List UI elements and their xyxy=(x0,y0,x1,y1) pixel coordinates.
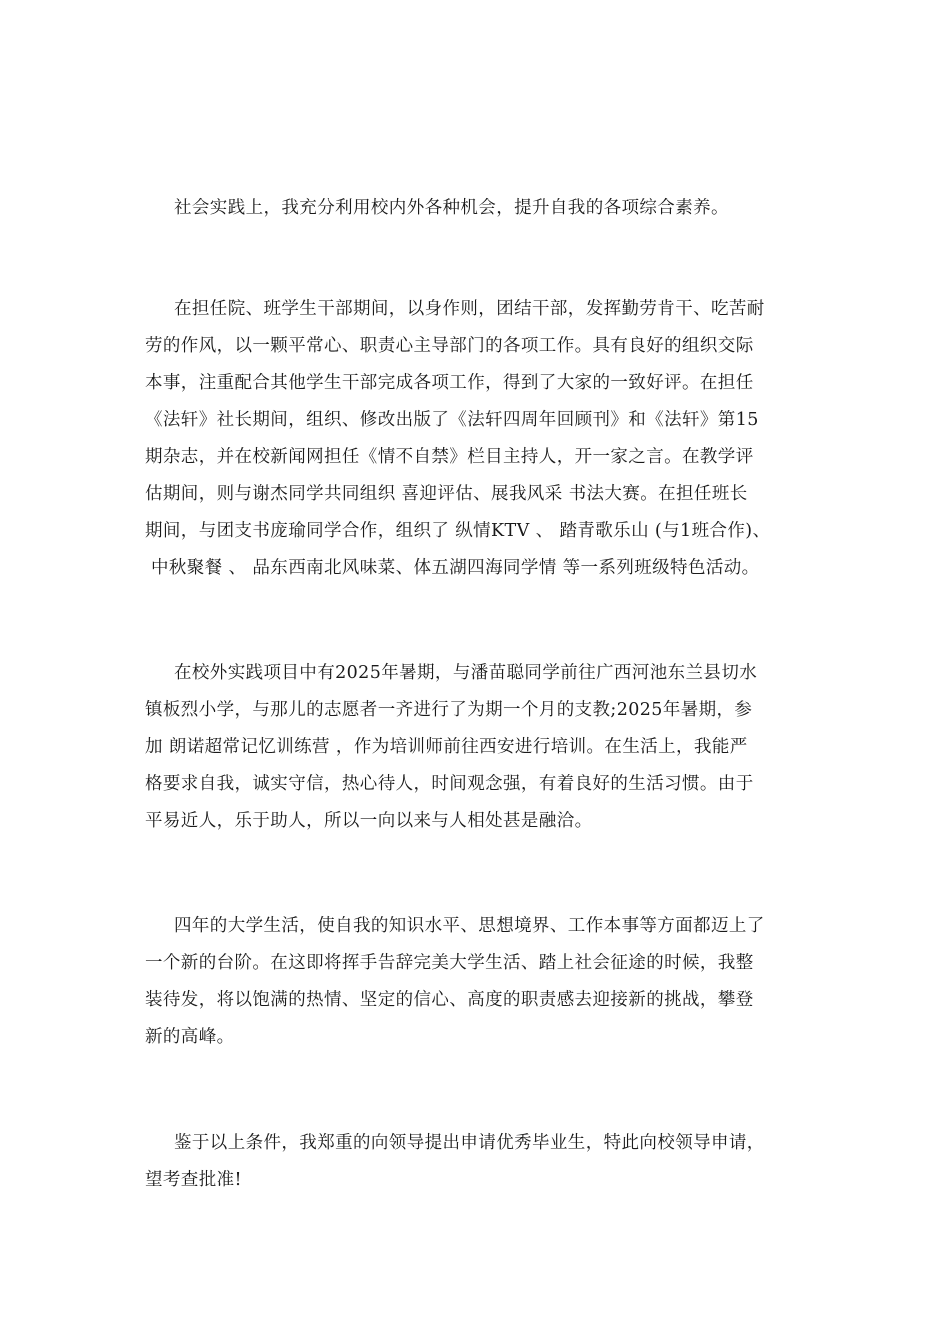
text-line: 平易近人，乐于助人，所以一向以来与人相处甚是融洽。 xyxy=(145,811,593,831)
text-line: 在担任院、班学生干部期间，以身作则，团结干部，发挥勤劳肯干、吃苦耐 xyxy=(174,299,765,319)
text-line: 加 朗诺超常记忆训练营 ，作为培训师前往西安进行培训。在生活上，我能严 xyxy=(145,737,748,757)
text-line: 新的高峰。 xyxy=(145,1027,235,1047)
paragraph-university-summary xyxy=(145,908,835,1056)
text-line: 四年的大学生活，使自我的知识水平、思想境界、工作本事等方面都迈上了 xyxy=(174,916,765,936)
paragraph-application-request xyxy=(145,1125,835,1199)
text-line: 望考查批准! xyxy=(145,1170,242,1190)
text-line: 社会实践上，我充分利用校内外各种机会，提升自我的各项综合素养。 xyxy=(174,198,729,218)
text-line: 装待发，将以饱满的热情、坚定的信心、高度的职责感去迎接新的挑战，攀登 xyxy=(145,990,754,1010)
text-line: 中秋聚餐 、 品东西南北风味菜、体五湖四海同学情 等一系列班级特色活动。 xyxy=(145,558,760,578)
text-line: 鉴于以上条件，我郑重的向领导提出申请优秀毕业生，特此向校领导申请， xyxy=(174,1133,765,1153)
text-line: 估期间，则与谢杰同学共同组织 喜迎评估、展我风采 书法大赛。在担任班长 xyxy=(145,484,748,504)
text-line: 格要求自我，诚实守信，热心待人，时间观念强，有着良好的生活习惯。由于 xyxy=(145,774,754,794)
paragraph-student-cadre xyxy=(145,291,835,587)
text-line: 期杂志，并在校新闻网担任《情不自禁》栏目主持人，开一家之言。在教学评 xyxy=(145,447,754,467)
text-line: 《法轩》社长期间，组织、修改出版了《法轩四周年回顾刊》和《法轩》第15 xyxy=(145,410,759,430)
text-line: 一个新的台阶。在这即将挥手告辞完美大学生活、踏上社会征途的时候，我整 xyxy=(145,953,754,973)
text-line: 在校外实践项目中有2025年暑期，与潘苗聪同学前往广西河池东兰县切水 xyxy=(174,663,758,683)
text-line: 劳的作风，以一颗平常心、职责心主导部门的各项工作。具有良好的组织交际 xyxy=(145,336,754,356)
text-line: 本事，注重配合其他学生干部完成各项工作，得到了大家的一致好评。在担任 xyxy=(145,373,754,393)
paragraph-social-practice-intro xyxy=(145,190,835,227)
text-line: 期间，与团支书庞瑜同学合作，组织了 纵情KTV 、 踏青歌乐山 (与1班合作)、 xyxy=(145,521,771,541)
paragraph-off-campus-practice xyxy=(145,655,835,840)
text-line: 镇板烈小学，与那儿的志愿者一齐进行了为期一个月的支教;2025年暑期，参 xyxy=(145,700,753,720)
